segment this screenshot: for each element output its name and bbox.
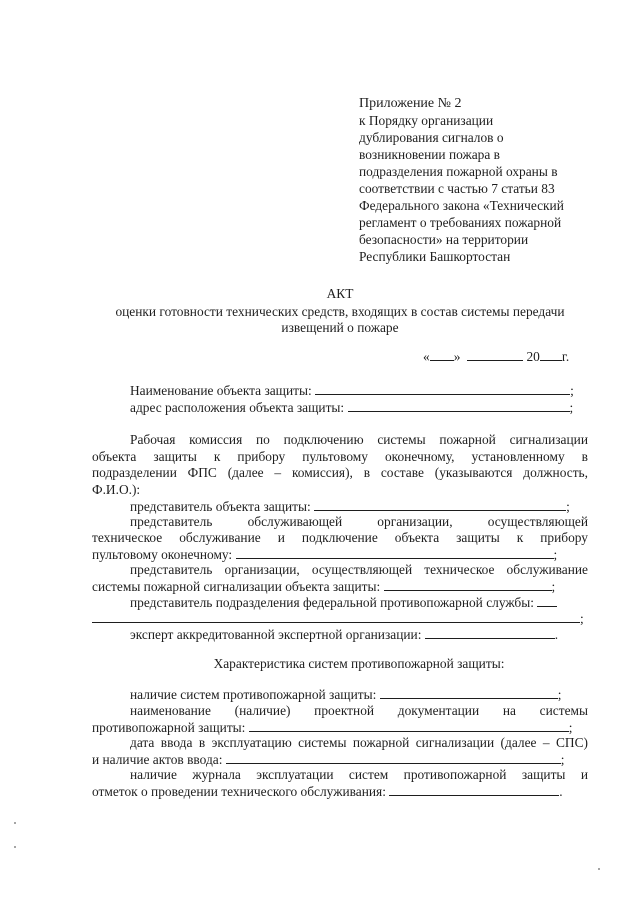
scan-speck (14, 822, 16, 824)
systems-label: наличие систем противопожарной защиты: (130, 687, 377, 702)
expert-line (130, 626, 558, 644)
date-close-quote: » (453, 349, 461, 364)
act-heading: АКТ (326, 286, 354, 301)
object-name-line (130, 382, 574, 400)
appendix-line: к Порядку организации (359, 113, 494, 128)
day-blank[interactable] (430, 348, 454, 361)
act-subtitle-line2: извещений о пожаре (281, 320, 399, 335)
semicolon: ; (551, 579, 556, 594)
period: . (554, 627, 559, 642)
rep-service-line3 (92, 546, 557, 564)
appendix-line: дублирования сигналов о (359, 130, 504, 145)
commission-date-line1: дата ввода в эксплуатацию системы пожарной сигнализации (далее – СПС) (130, 735, 588, 750)
journal-line2 (92, 783, 563, 801)
year-suffix: г. (561, 349, 570, 364)
docs-line2 (92, 719, 573, 737)
systems-blank[interactable] (380, 686, 558, 699)
date-open-quote: « (423, 349, 430, 364)
journal-blank[interactable] (389, 783, 559, 796)
rep-maint-label: системы пожарной сигнализации объекта защиты: (92, 579, 381, 594)
commission-date-line2 (92, 751, 565, 769)
scan-speck (14, 846, 16, 848)
rep-maint-line1: представитель организации, осуществляющей техническое обслуживание (130, 562, 588, 577)
journal-line1: наличие журнала эксплуатации систем противопожарной защиты и (130, 767, 588, 782)
commission-text-line1: Рабочая комиссия по подключению системы пожарной сигнализации (130, 432, 588, 447)
semicolon: ; (570, 383, 574, 398)
rep-fps-blank-2[interactable] (92, 610, 580, 623)
systems-line (130, 686, 561, 704)
rep-fps-continuation (92, 610, 584, 628)
rep-fps-blank[interactable] (537, 594, 557, 607)
rep-service-line1: представитель обслуживающей организации, осуществляющей (130, 514, 588, 529)
act-subtitle-line1: оценки готовности технических средств, входящих в состав системы передачи (115, 304, 565, 319)
semicolon: ; (580, 611, 584, 626)
rep-maint-line2 (92, 578, 555, 596)
appendix-line: регламент о требованиях пожарной (359, 215, 562, 230)
docs-line1: наименование (наличие) проектной документации на системы (130, 703, 588, 718)
rep-fps-line (130, 594, 557, 612)
semicolon: ; (560, 752, 565, 767)
year-prefix: 20 (526, 349, 540, 364)
date-line (423, 348, 569, 366)
object-address-line (130, 399, 573, 417)
object-address-label: адрес расположения объекта защиты: (130, 400, 345, 415)
period: . (559, 784, 563, 799)
semicolon: ; (553, 547, 558, 562)
object-name-blank[interactable] (315, 382, 570, 395)
docs-blank[interactable] (249, 719, 569, 732)
expert-blank[interactable] (425, 626, 555, 639)
semicolon: ; (568, 720, 573, 735)
object-address-blank[interactable] (348, 399, 570, 412)
object-name-label: Наименование объекта защиты: (130, 383, 312, 398)
month-blank[interactable] (467, 348, 523, 361)
commission-date-blank[interactable] (226, 751, 561, 764)
rep-object-label: представитель объекта защиты: (130, 499, 311, 514)
scan-speck (598, 868, 600, 870)
appendix-line: подразделения пожарной охраны в (359, 164, 558, 179)
appendix-title: Приложение № 2 (359, 96, 462, 111)
rep-service-label: пультовому оконечному: (92, 547, 233, 562)
appendix-line: возникновении пожара в (359, 147, 500, 162)
rep-maint-blank[interactable] (384, 578, 552, 591)
rep-service-blank[interactable] (236, 546, 554, 559)
characteristics-heading: Характеристика систем противопожарной защиты: (213, 656, 505, 671)
appendix-block (359, 95, 599, 265)
rep-fps-label: представитель подразделения федеральной противопожарной службы: (130, 595, 534, 610)
commission-text-line3: подразделении ФПС (далее – комиссия), в составе (указываются должность, (92, 465, 588, 480)
rep-object-blank[interactable] (314, 498, 566, 511)
rep-service-line2: техническое обслуживание и подключение объекта защиты к прибору (92, 530, 588, 545)
appendix-line: соответствии с частью 7 статьи 83 (359, 181, 555, 196)
rep-object-line (130, 498, 570, 516)
commission-date-label: и наличие актов ввода: (92, 752, 223, 767)
semicolon: ; (569, 400, 574, 415)
commission-text-line2: объекта защиты к прибору пультовому оконечному, установленному в (92, 449, 588, 464)
semicolon: ; (566, 499, 570, 514)
semicolon: ; (557, 687, 562, 702)
appendix-line: Республики Башкортостан (359, 249, 511, 264)
docs-label: противопожарной защиты: (92, 720, 246, 735)
commission-text-line4: Ф.И.О.): (92, 482, 141, 497)
appendix-line: безопасности» на территории (359, 232, 529, 247)
journal-label: отметок о проведении технического обслуживания: (92, 784, 386, 799)
appendix-line: Федерального закона «Технический (359, 198, 564, 213)
expert-label: эксперт аккредитованной экспертной организации: (130, 627, 422, 642)
year-blank[interactable] (540, 348, 562, 361)
